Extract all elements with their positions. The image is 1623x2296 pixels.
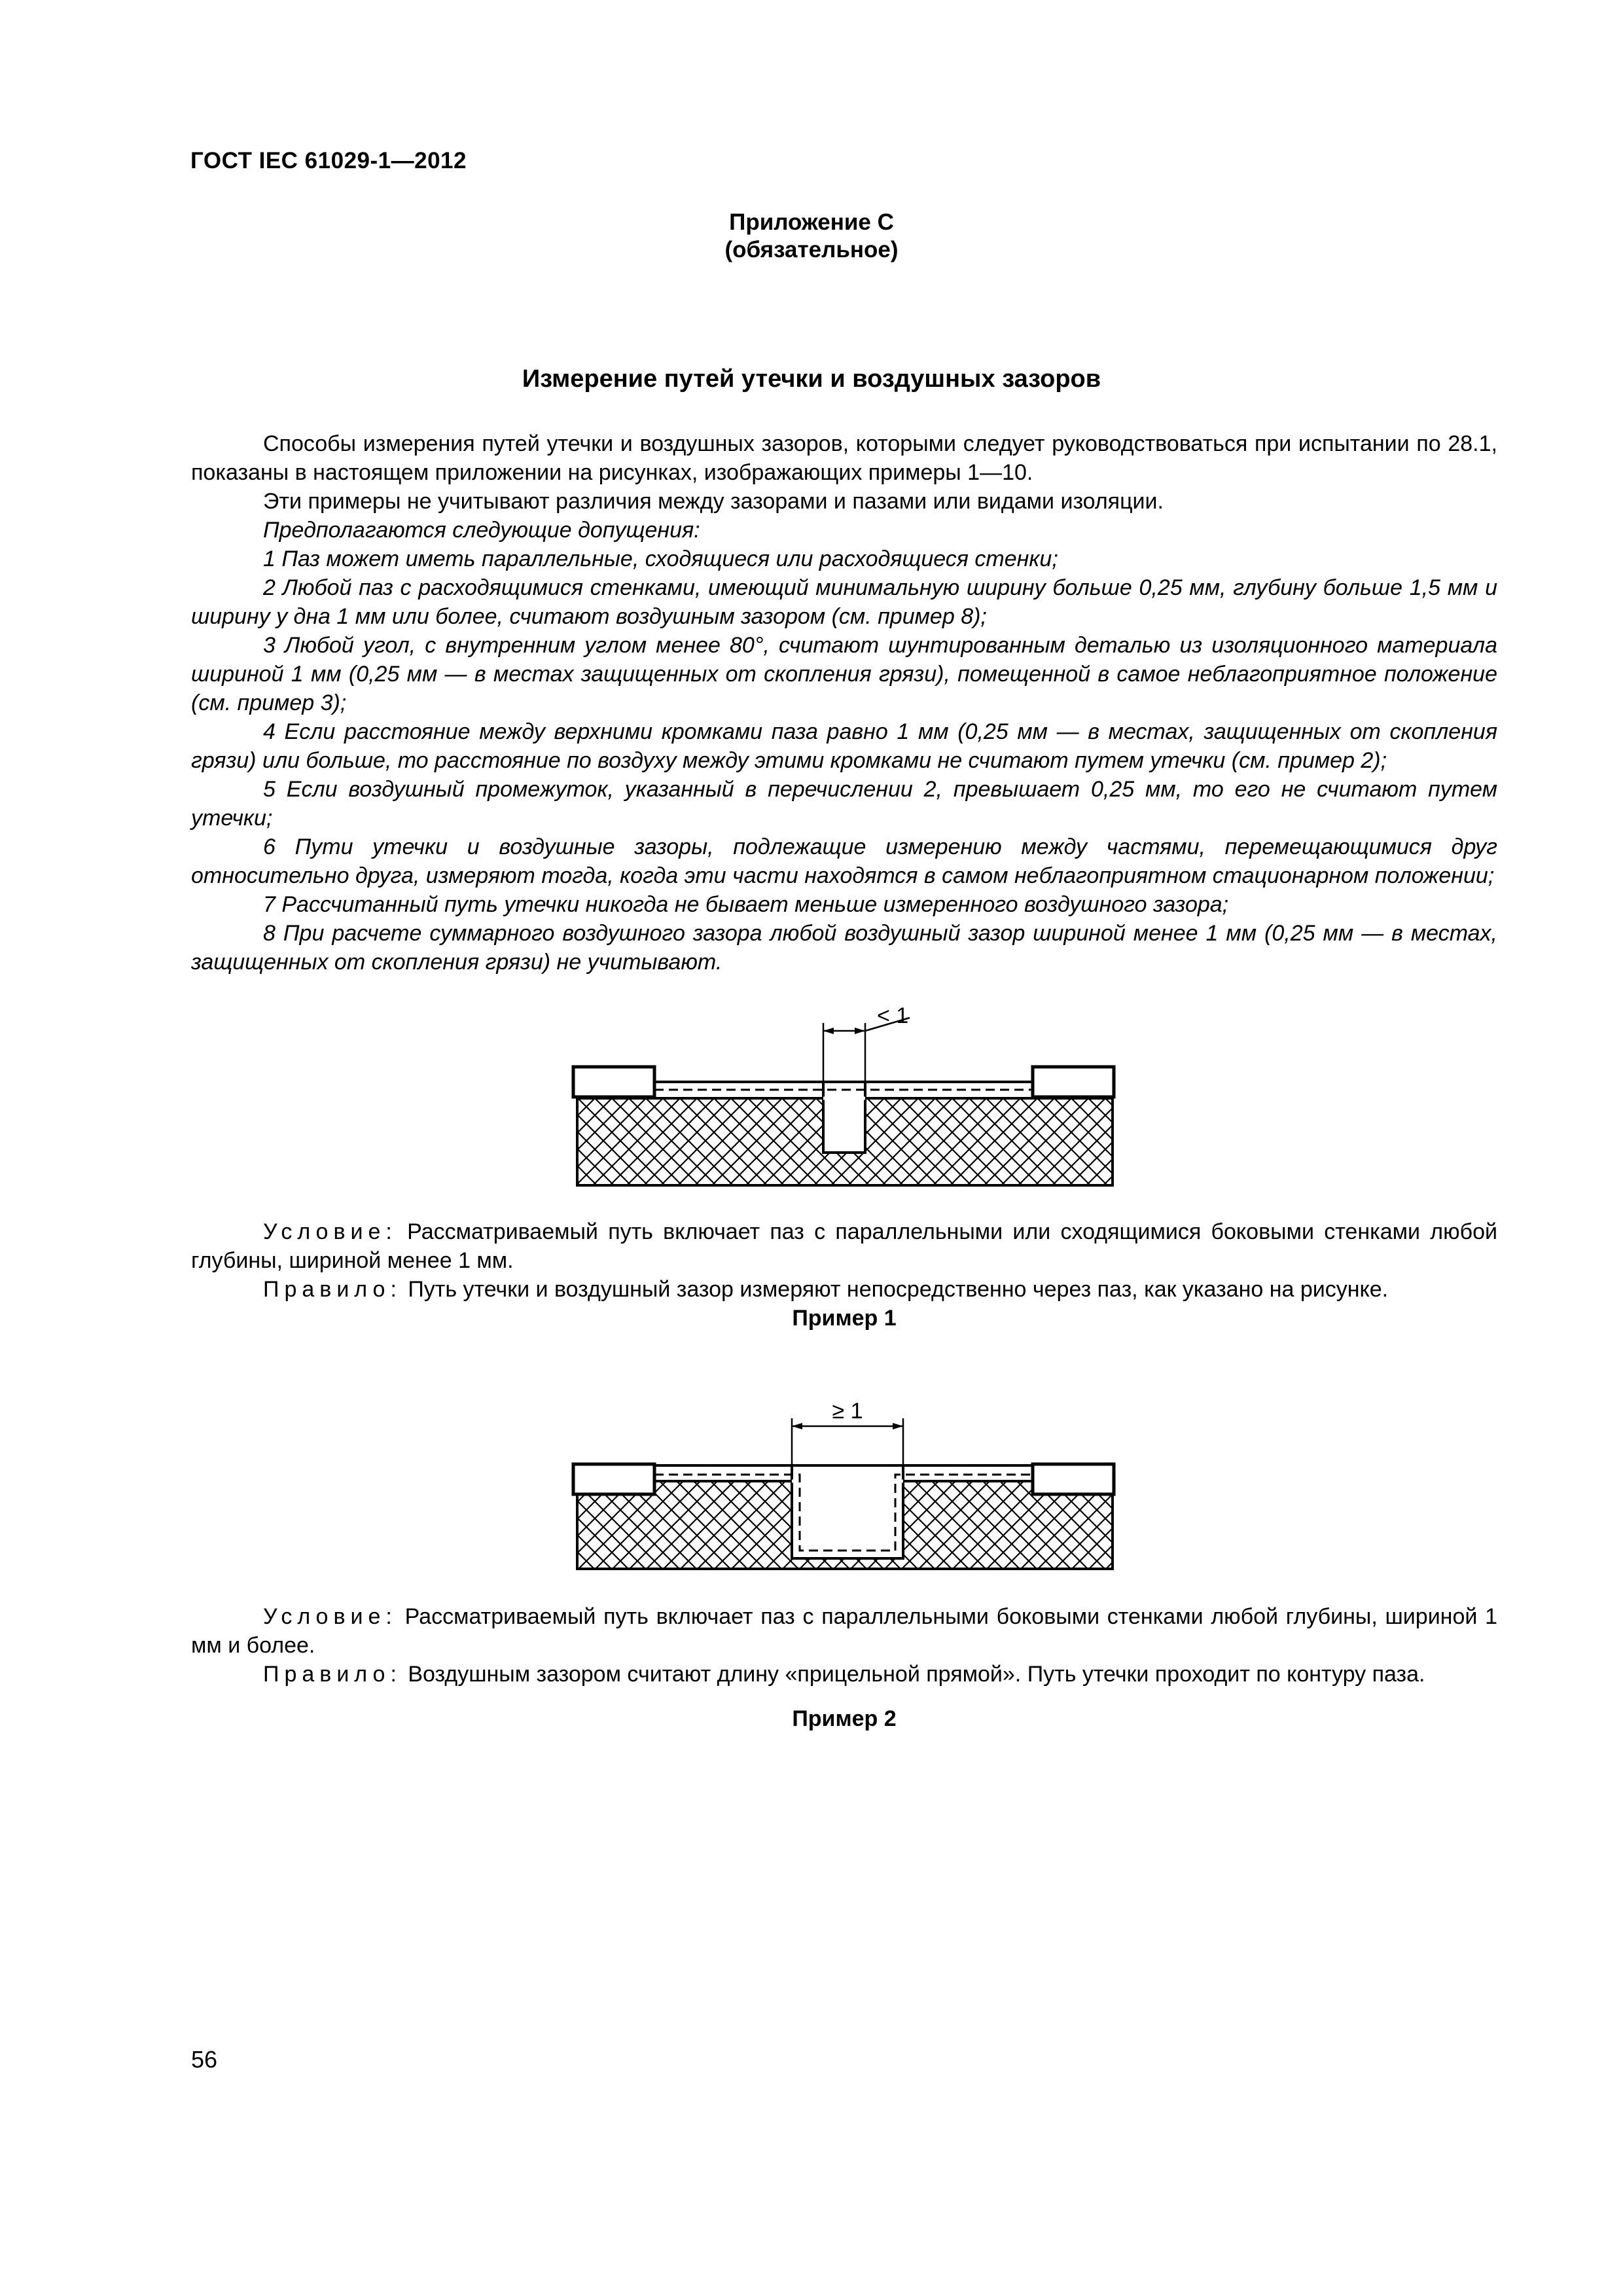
annex-status: (обязательное)	[724, 237, 899, 262]
condition-text: Рассматриваемый путь включает паз с параллельными боковыми стенками любой глубины, шириной 1 мм и более.	[191, 1604, 1498, 1658]
example-1-rule	[191, 1275, 1497, 1304]
condition-label: Условие:	[263, 1604, 397, 1629]
assumptions-heading: Предполагаются следующие допущения:	[263, 518, 700, 543]
groove	[792, 1465, 903, 1558]
example-2-rule	[191, 1660, 1497, 1689]
assumption-item: 3 Любой угол, с внутренним углом менее 80°, считают шунтированным деталью из изоляционного материала шириной 1 мм (0,25 мм — в местах защищенных от скопления грязи), помещенной в самое неблагоприятное положение (см. пример 3);	[191, 633, 1497, 715]
right-conductor	[1033, 1464, 1114, 1494]
example-2-figure	[569, 1391, 1132, 1587]
example-2-caption: Пример 2	[792, 1706, 897, 1731]
intro-paragraph: Способы измерения путей утечки и воздушных зазоров, которыми следует руководствоваться при испытании по 28.1, показаны в настоящем приложении на рисунках, изображающих примеры 1—10.	[191, 431, 1497, 485]
example-1-figure	[569, 1005, 1132, 1201]
dimension-label: ≥ 1	[832, 1399, 863, 1424]
example-1-caption: Пример 1	[792, 1306, 897, 1331]
annex-label: Приложение С	[729, 209, 894, 235]
right-conductor	[1033, 1067, 1114, 1097]
intro-text-block	[191, 429, 1497, 977]
assumption-item: 8 При расчете суммарного воздушного зазора любой воздушный зазор шириной менее 1 мм (0,25 мм — в местах, защищенных от скопления грязи) не учитывают.	[191, 921, 1497, 975]
example-2-text	[191, 1602, 1497, 1733]
assumption-item: 4 Если расстояние между верхними кромками паза равно 1 мм (0,25 мм — в местах, защищенных от скопления грязи) или больше, то расстояние по воздуху между этими кромками не считают путем утечки (см. пример 2);	[191, 719, 1497, 773]
assumption-item: 6 Пути утечки и воздушные зазоры, подлежащие измерению между частями, перемещающимися друг относительно друга, измеряют тогда, когда эти части находятся в самом неблагоприятном стационарном положении;	[191, 834, 1497, 888]
example-2-condition	[191, 1602, 1497, 1660]
condition-text: Рассматриваемый путь включает паз с параллельными или сходящимися боковыми стенками любой глубины, шириной менее 1 мм.	[191, 1219, 1497, 1273]
groove	[823, 1082, 865, 1153]
assumption-item: 2 Любой паз с расходящимися стенками, имеющий минимальную ширину больше 0,25 мм, глубину больше 1,5 мм и ширину у дна 1 мм или более, считают воздушным зазором (см. пример 8);	[191, 575, 1497, 629]
rule-label: Правило:	[263, 1277, 402, 1302]
rule-text: Путь утечки и воздушный зазор измеряют непосредственно через паз, как указано на рисунке.	[408, 1277, 1389, 1302]
assumption-item: 5 Если воздушный промежуток, указанный в перечислении 2, превышает 0,25 мм, то его не считают путем утечки;	[191, 777, 1497, 831]
example-1-condition	[191, 1217, 1497, 1275]
document-code: ГОСТ IEC 61029-1—2012	[190, 148, 467, 173]
assumption-item: 1 Паз может иметь параллельные, сходящиеся или расходящиеся стенки;	[263, 547, 1058, 571]
example-1-text	[191, 1217, 1497, 1333]
condition-label: Условие:	[263, 1219, 397, 1244]
left-conductor	[573, 1464, 654, 1494]
rule-label: Правило:	[263, 1662, 402, 1687]
intro-paragraph: Эти примеры не учитывают различия между зазорами и пазами или видами изоляции.	[263, 489, 1164, 514]
left-conductor	[573, 1067, 654, 1097]
dimension-label: < 1	[877, 1005, 909, 1028]
page-number: 56	[191, 2046, 218, 2073]
assumption-item: 7 Рассчитанный путь утечки никогда не бывает меньше измеренного воздушного зазора;	[263, 892, 1229, 917]
section-title: Измерение путей утечки и воздушных зазоров	[522, 365, 1101, 393]
rule-text: Воздушным зазором считают длину «прицельной прямой». Путь утечки проходит по контуру паза.	[408, 1662, 1425, 1687]
